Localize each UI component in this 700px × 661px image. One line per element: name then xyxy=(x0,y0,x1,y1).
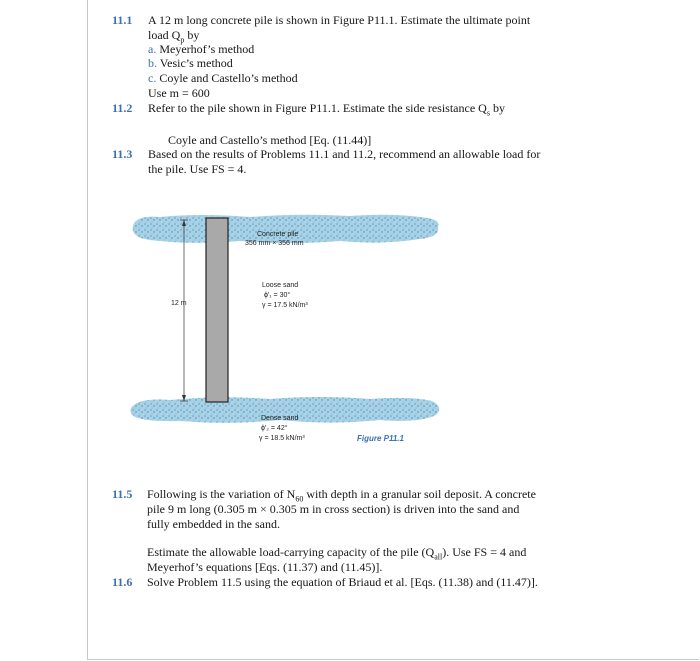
problem-number-11-2: 11.2 xyxy=(112,101,133,115)
concrete-pile xyxy=(206,218,228,402)
problem-11-5-line4: Estimate the allowable load-carrying capacity of the pile $(Q_{all})$. Use FS = 4 and xyxy=(147,545,527,562)
problem-11-1-line2: load $Q_p$ by xyxy=(148,28,200,45)
problem-11-1-line1: A 12 m long concrete pile is shown in Figure P11.1. Estimate the ultimate point xyxy=(148,13,531,27)
dense-sand-phi: ϕ′₂ = 42° xyxy=(261,425,288,432)
problem-11-1-item-c: c. Coyle and Castello’s method xyxy=(148,71,298,85)
problem-11-5-line3: fully embedded in the sand. xyxy=(147,517,280,531)
problem-11-3-line1: Based on the results of Problems 11.1 and 11.2, recommend an allowable load for xyxy=(148,147,541,161)
problem-11-5-line1: Following is the variation of $N_{60}$ with depth in a granular soil deposit. A concrete xyxy=(147,487,536,504)
figure-caption: Figure P11.1 xyxy=(357,434,404,443)
loose-sand-phi: ϕ′₁ = 30° xyxy=(264,292,291,299)
problem-11-5-line5: Meyerhof’s equations [Eqs. (11.37) and (11.45)]. xyxy=(147,560,383,574)
problem-11-2-line2: Coyle and Castello’s method [Eq. (11.44)] xyxy=(168,133,372,147)
problem-number-11-5: 11.5 xyxy=(112,487,133,501)
problem-number-11-6: 11.6 xyxy=(112,575,133,589)
problem-11-6-line1: Solve Problem 11.5 using the equation of Briaud et al. [Eqs. (11.38) and (11.47)]. xyxy=(147,575,538,589)
problem-11-1-item-b: b. Vesic’s method xyxy=(148,56,233,70)
loose-sand-label: Loose sand xyxy=(262,282,299,289)
problem-number-11-1: 11.1 xyxy=(112,13,133,27)
top-soil-band xyxy=(133,215,439,243)
problem-number-11-3: 11.3 xyxy=(112,147,133,161)
loose-sand-gamma: γ = 17.5 kN/m³ xyxy=(262,302,308,309)
problem-11-1-item-a: a. Meyerhof’s method xyxy=(148,42,255,56)
problem-11-5-line2: pile 9 m long (0.305 m × 0.305 m in cross section) is driven into the sand and xyxy=(147,502,520,516)
dense-sand-label: Dense sand xyxy=(261,415,299,422)
problem-11-2-line1: Refer to the pile shown in Figure P11.1. Estimate the side resistance $Q_s$ by xyxy=(148,101,505,118)
length-label: 12 m xyxy=(171,300,187,307)
problem-11-3-line2: the pile. Use FS = 4. xyxy=(148,162,247,176)
dense-sand-gamma: γ = 18.5 kN/m³ xyxy=(259,435,305,442)
pile-label-1: Concrete pile xyxy=(257,231,299,238)
pile-label-2: 356 mm × 356 mm xyxy=(245,240,304,247)
problem-11-1-use: Use m = 600 xyxy=(148,86,210,100)
